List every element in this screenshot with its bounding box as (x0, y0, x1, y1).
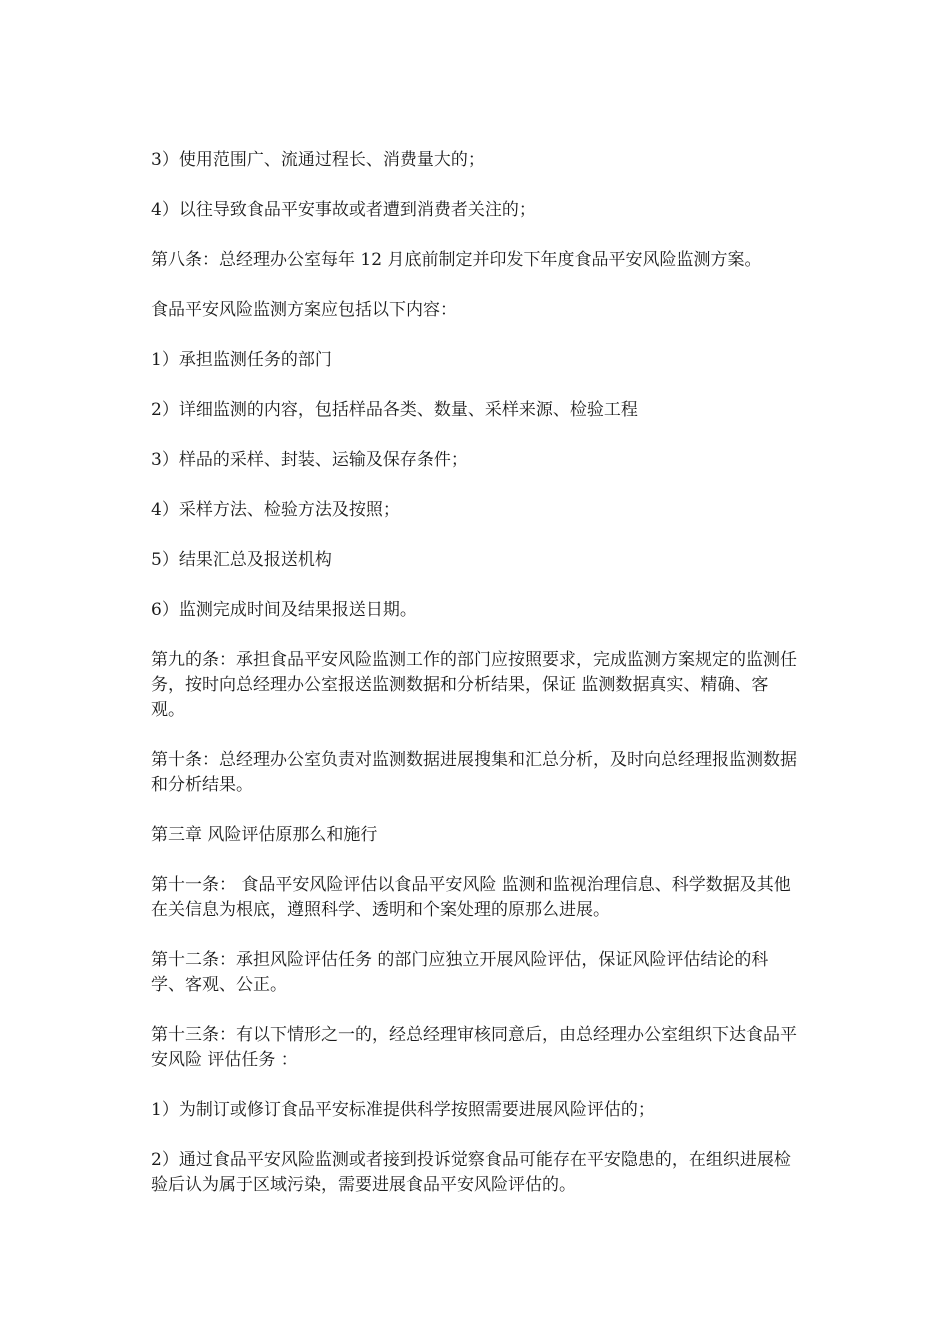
assessment-case-1: 1）为制订或修订食品平安标准提供科学按照需要进展风险评估的； (151, 1100, 655, 1120)
article-8: 第八条：总经理办公室每年 12 月底前制定并印发下年度食品平安风险监测方案。 (151, 250, 762, 270)
plan-contents-intro: 食品平安风险监测方案应包括以下内容： (151, 300, 457, 320)
article-9: 第九的条：承担食品平安风险监测工作的部门应按照要求，完成监测方案规定的监测任务，按时向总经理办公室报送监测数据和分析结果，保证 监测数据真实、精确、客观。 (151, 650, 797, 720)
article-12: 第十二条：承担风险评估任务 的部门应独立开展风险评估，保证风险评估结论的科学、客观、公正。 (151, 950, 769, 995)
document-body (151, 148, 801, 1223)
assessment-case-2: 2）通过食品平安风险监测或者接到投诉觉察食品可能存在平安隐患的，在组织进展检验后认为属于区域污染，需要进展食品平安风险评估的。 (151, 1150, 791, 1195)
chapter-3-heading: 第三章 风险评估原那么和施行 (151, 825, 378, 845)
plan-item-1: 1）承担监测任务的部门 (151, 350, 332, 370)
plan-item-4: 4）采样方法、检验方法及按照； (151, 500, 400, 520)
list-item-usage-scope: 3）使用范围广、流通过程长、消费量大的； (151, 150, 485, 170)
list-item-past-incidents: 4）以往导致食品平安事故或者遭到消费者关注的； (151, 200, 536, 220)
plan-item-6: 6）监测完成时间及结果报送日期。 (151, 600, 417, 620)
plan-item-3: 3）样品的采样、封装、运输及保存条件； (151, 450, 468, 470)
article-10: 第十条：总经理办公室负责对监测数据进展搜集和汇总分析，及时向总经理报监测数据和分析结果。 (151, 750, 797, 795)
plan-item-2: 2）详细监测的内容，包括样品各类、数量、采样来源、检验工程 (151, 400, 638, 420)
plan-item-5: 5）结果汇总及报送机构 (151, 550, 332, 570)
article-13: 第十三条：有以下情形之一的，经总经理审核同意后，由总经理办公室组织下达食品平安风险 评估任务 ： (151, 1025, 797, 1070)
article-11: 第十一条： 食品平安风险评估以食品平安风险 监测和监视治理信息、科学数据及其他在关信息为根底，遵照科学、透明和个案处理的原那么进展。 (151, 875, 791, 920)
